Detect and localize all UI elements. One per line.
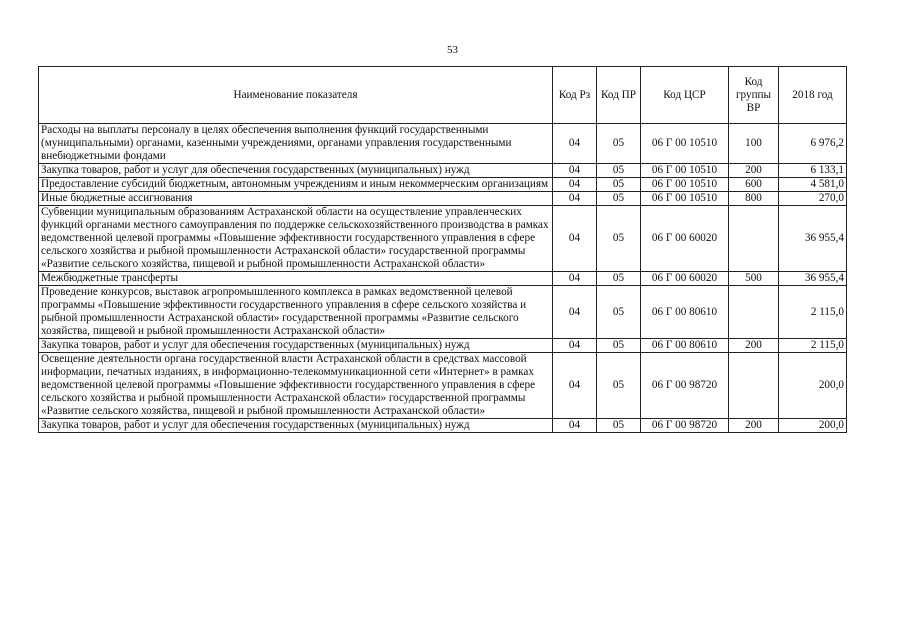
row-csr: 06 Г 00 80610	[641, 339, 729, 353]
row-amount: 6 976,2	[779, 124, 847, 164]
row-vr	[729, 286, 779, 339]
row-csr: 06 Г 00 80610	[641, 286, 729, 339]
row-amount: 200,0	[779, 419, 847, 433]
row-rz: 04	[553, 164, 597, 178]
row-rz: 04	[553, 206, 597, 272]
row-name: Предоставление субсидий бюджетным, автономным учреждениям и иным некоммерческим организациям	[39, 178, 553, 192]
header-vr: Код группы ВР	[729, 67, 779, 124]
row-pr: 05	[597, 339, 641, 353]
table-row	[39, 124, 847, 164]
row-pr: 05	[597, 272, 641, 286]
table-row	[39, 339, 847, 353]
row-name: Проведение конкурсов, выставок агропромышленного комплекса в рамках ведомственной целевой программы «Повышение эффективности государственного управления в сфере сельского хозяйства и рыбной промышленности Астраханской области» государственной программы «Развитие сельского хозяйства, пищевой и рыбной промышленности Астраханской области»	[39, 286, 553, 339]
row-vr	[729, 353, 779, 419]
row-csr: 06 Г 00 10510	[641, 124, 729, 164]
row-pr: 05	[597, 353, 641, 419]
table-row	[39, 419, 847, 433]
page-number: 53	[447, 44, 458, 56]
table-row	[39, 206, 847, 272]
row-pr: 05	[597, 164, 641, 178]
row-rz: 04	[553, 419, 597, 433]
row-csr: 06 Г 00 98720	[641, 419, 729, 433]
table-row	[39, 178, 847, 192]
row-csr: 06 Г 00 98720	[641, 353, 729, 419]
row-csr: 06 Г 00 60020	[641, 206, 729, 272]
row-name: Субвенции муниципальным образованиям Астраханской области на осуществление управленческих функций органами местного самоуправления по поддержке сельскохозяйственного производства в рамках ведомственной целевой программы «Повышение эффективности государственного управления в сфере сельского хозяйства и рыбной промышленности Астраханской области» государственной программы «Развитие сельского хозяйства, пищевой и рыбной промышленности Астраханской области»	[39, 206, 553, 272]
row-amount: 6 133,1	[779, 164, 847, 178]
row-vr: 200	[729, 164, 779, 178]
row-vr: 800	[729, 192, 779, 206]
row-vr: 500	[729, 272, 779, 286]
row-rz: 04	[553, 272, 597, 286]
row-vr: 200	[729, 419, 779, 433]
row-name: Иные бюджетные ассигнования	[39, 192, 553, 206]
header-csr: Код ЦСР	[641, 67, 729, 124]
row-pr: 05	[597, 124, 641, 164]
row-csr: 06 Г 00 10510	[641, 192, 729, 206]
row-name: Закупка товаров, работ и услуг для обеспечения государственных (муниципальных) нужд	[39, 419, 553, 433]
header-row	[39, 67, 847, 124]
row-pr: 05	[597, 419, 641, 433]
row-amount: 200,0	[779, 353, 847, 419]
row-vr: 100	[729, 124, 779, 164]
row-name: Межбюджетные трансферты	[39, 272, 553, 286]
header-name: Наименование показателя	[39, 67, 553, 124]
row-pr: 05	[597, 206, 641, 272]
row-amount: 36 955,4	[779, 206, 847, 272]
row-amount: 36 955,4	[779, 272, 847, 286]
row-amount: 2 115,0	[779, 339, 847, 353]
row-csr: 06 Г 00 10510	[641, 178, 729, 192]
row-pr: 05	[597, 192, 641, 206]
row-amount: 270,0	[779, 192, 847, 206]
row-rz: 04	[553, 178, 597, 192]
row-name: Расходы на выплаты персоналу в целях обеспечения выполнения функций государственными (муниципальными) органами, казенными учреждениями, органами управления государственными внебюджетными фондами	[39, 124, 553, 164]
table-row	[39, 353, 847, 419]
row-rz: 04	[553, 124, 597, 164]
row-rz: 04	[553, 339, 597, 353]
row-vr	[729, 206, 779, 272]
table-row	[39, 286, 847, 339]
table-row	[39, 192, 847, 206]
header-rz: Код Рз	[553, 67, 597, 124]
row-name: Освещение деятельности органа государственной власти Астраханской области в средствах массовой информации, печатных изданиях, в информационно-телекоммуникационной сети «Интернет» в рамках ведомственной целевой программы «Повышение эффективности государственного управления в сфере сельского хозяйства и рыбной промышленности Астраханской области» государственной программы «Развитие сельского хозяйства, пищевой и рыбной промышленности Астраханской области»	[39, 353, 553, 419]
header-year: 2018 год	[779, 67, 847, 124]
row-rz: 04	[553, 353, 597, 419]
row-name: Закупка товаров, работ и услуг для обеспечения государственных (муниципальных) нужд	[39, 339, 553, 353]
row-csr: 06 Г 00 60020	[641, 272, 729, 286]
row-amount: 4 581,0	[779, 178, 847, 192]
header-pr: Код ПР	[597, 67, 641, 124]
row-rz: 04	[553, 286, 597, 339]
row-rz: 04	[553, 192, 597, 206]
row-vr: 200	[729, 339, 779, 353]
row-amount: 2 115,0	[779, 286, 847, 339]
table-row	[39, 164, 847, 178]
budget-table	[38, 66, 847, 433]
row-name: Закупка товаров, работ и услуг для обеспечения государственных (муниципальных) нужд	[39, 164, 553, 178]
row-pr: 05	[597, 178, 641, 192]
table-row	[39, 272, 847, 286]
row-vr: 600	[729, 178, 779, 192]
row-pr: 05	[597, 286, 641, 339]
row-csr: 06 Г 00 10510	[641, 164, 729, 178]
